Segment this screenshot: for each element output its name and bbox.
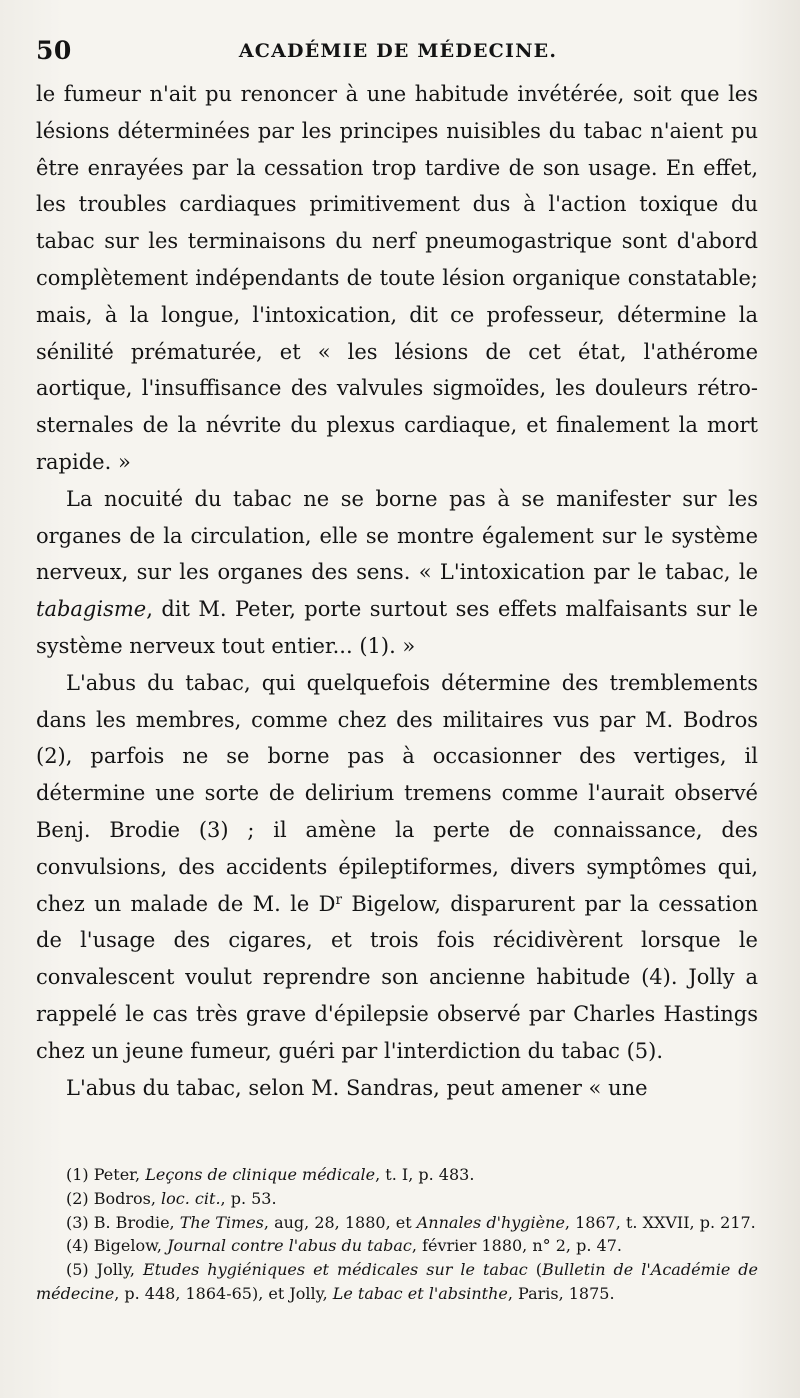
page-number: 50 (36, 36, 72, 65)
paragraph-1: le fumeur n'ait pu renoncer à une habitude invétérée, soit que les lésions déterminées par les principes nuisibles du tabac n'aient pu être enrayées par la cessation trop tardive de son usage. En effet, les troubles cardiaques primitivement dus à l'action toxique du tabac sur les terminaisons du nerf pneumogastrique sont d'abord complètement indépendants de toute lésion organique constatable; mais, à la longue, l'intoxication, dit ce professeur, détermine la sénilité prématurée, et « les lésions de cet état, l'athérome aortique, l'insuffisance des valvules sigmoïdes, les douleurs rétro-sternales de la névrite du plexus cardiaque, et finalement la mort rapide. » (36, 82, 758, 474)
page-header (36, 36, 760, 70)
paragraph-2: La nocuité du tabac ne se borne pas à se manifester sur les organes de la circulation, elle se montre également sur le système nerveux, sur les organes des sens. « L'intoxication par le tabac, le tabagisme, dit M. Peter, porte surtout ses effets malfaisants sur le système nerveux tout entier... (1). » (36, 486, 758, 658)
footnote-2: (2) Bodros, loc. cit., p. 53. (66, 1188, 277, 1208)
footnote-4: (4) Bigelow, Journal contre l'abus du tabac, février 1880, n° 2, p. 47. (66, 1236, 622, 1256)
footnotes (36, 1163, 758, 1306)
footnote-3: (3) B. Brodie, The Times, aug, 28, 1880, et Annales d'hygiène, 1867, t. XXVII, p. 217. (66, 1212, 756, 1232)
paragraph-3: L'abus du tabac, qui quelquefois détermine des tremblements dans les membres, comme chez des militaires vus par M. Bodros (2), parfois ne se borne pas à occasionner des vertiges, il détermine une sorte de delirium tremens comme l'aurait observé Benj. Brodie (3) ; il amène la perte de connaissance, des convulsions, des accidents épileptiformes, divers symptômes qui, chez un malade de M. le $D^r$ Bigelow, disparurent par la cessation de l'usage des cigares, et trois fois récidivèrent lorsque le convalescent voulut reprendre son ancienne habitude (4). Jolly a rappelé le cas très grave d'épilepsie observé par Charles Hastings chez un jeune fumeur, guéri par l'interdiction du tabac (5). (36, 670, 758, 1063)
running-title: ACADÉMIE DE MÉDECINE. (238, 40, 558, 62)
italic-term: tabagisme (36, 597, 147, 622)
body-text (36, 76, 758, 1106)
superscript: r (335, 891, 343, 908)
footnote-5: (5) Jolly, Etudes hygiéniques et médicales sur le tabac (Bulletin de l'Académie de médecine, p. 448, 1864-65), et Jolly, Le tabac et l'absinthe, Paris, 1875. (36, 1260, 758, 1303)
footnote-1: (1) Peter, Leçons de clinique médicale, t. I, p. 483. (66, 1165, 475, 1184)
paragraph-4: L'abus du tabac, selon M. Sandras, peut amener « une (66, 1075, 648, 1100)
